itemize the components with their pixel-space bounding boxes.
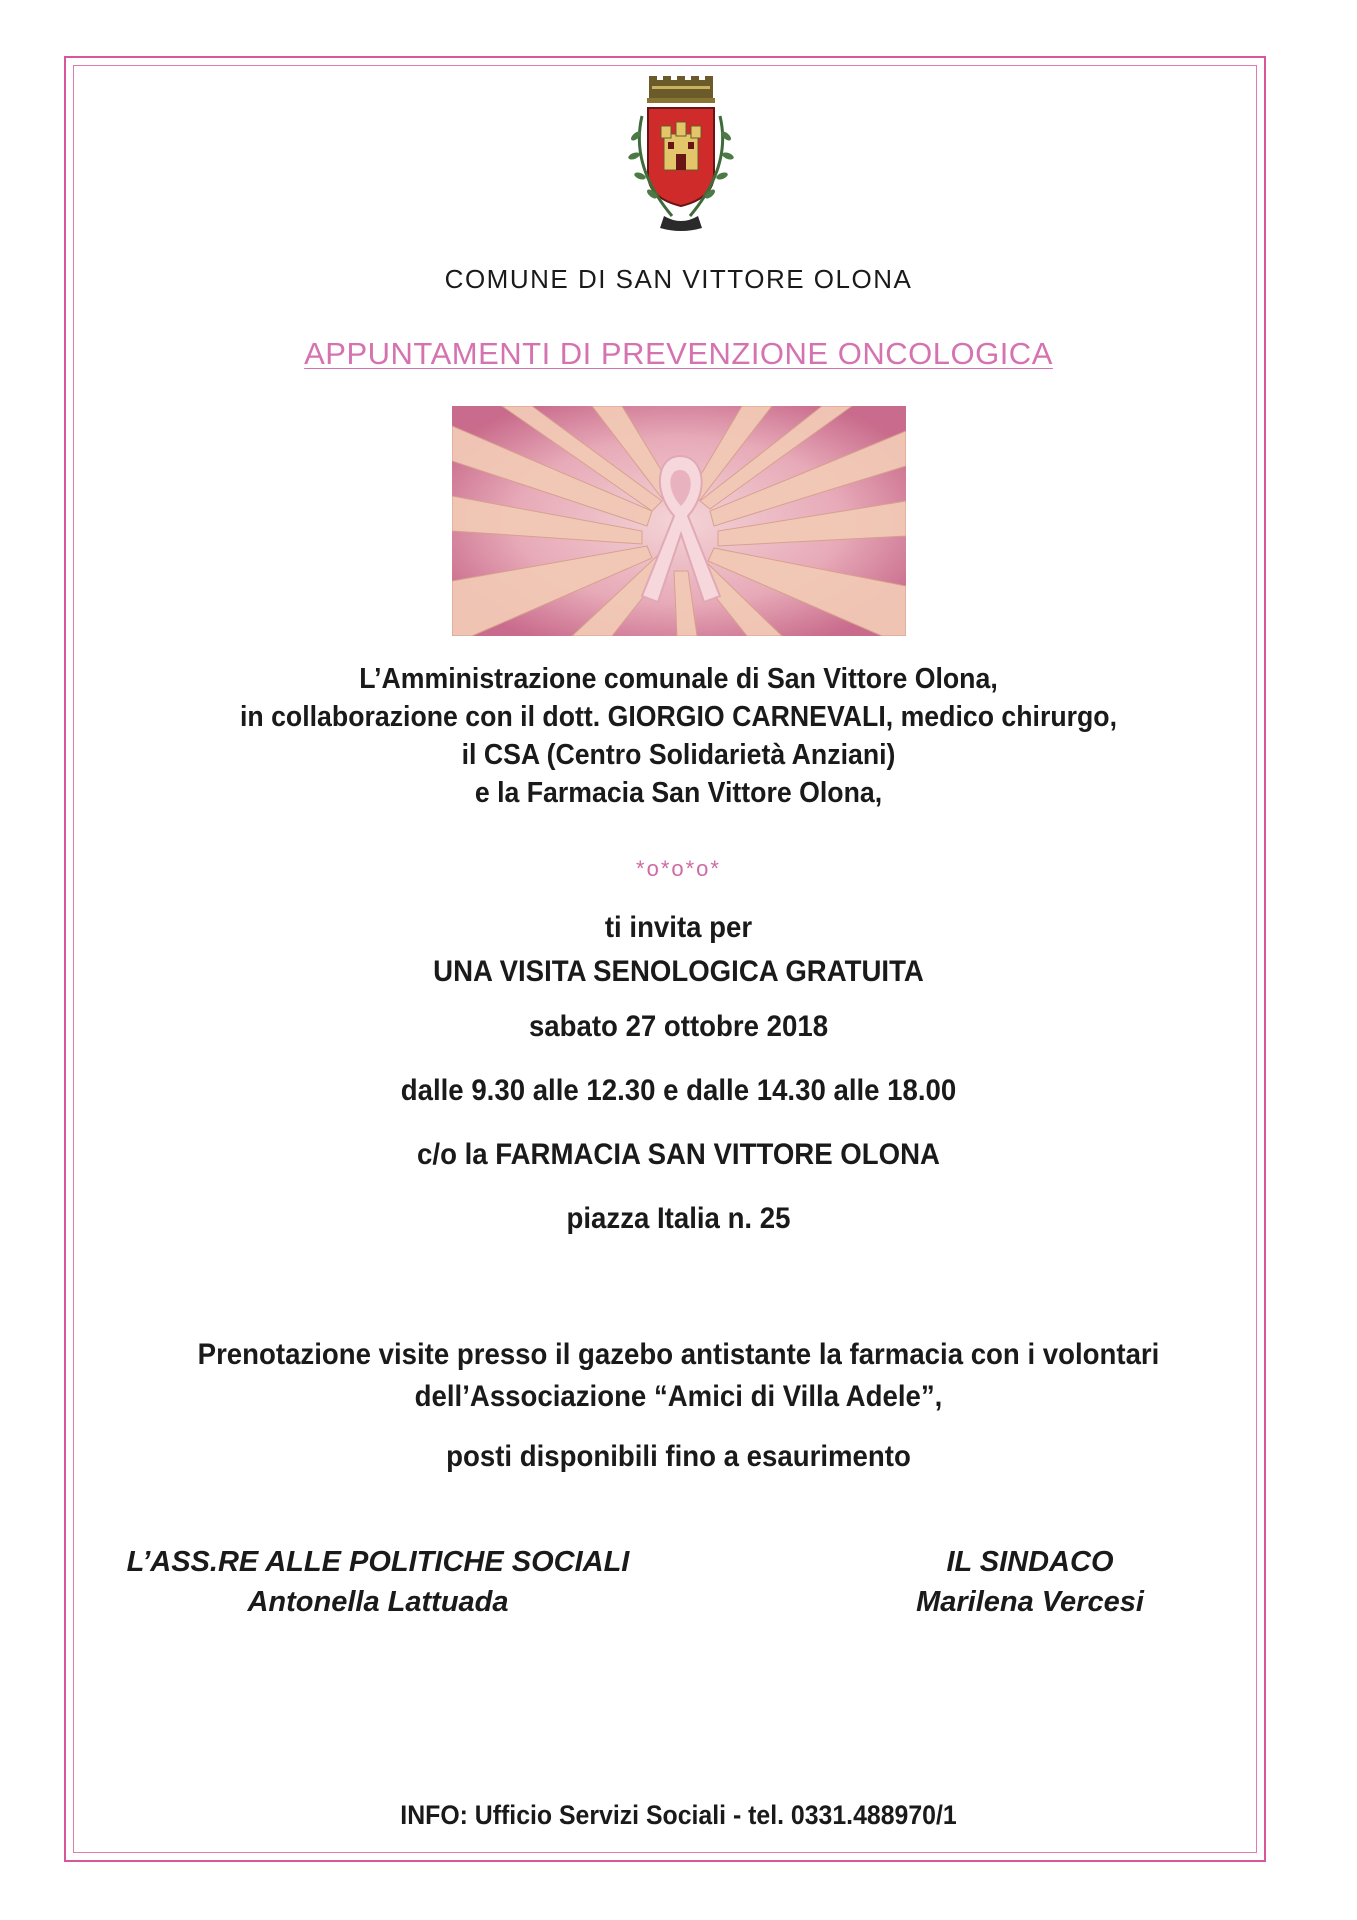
- decorative-separator: *o*o*o*: [636, 856, 721, 881]
- event-place: c/o la FARMACIA SAN VITTORE OLONA: [417, 1138, 940, 1171]
- intro-line-2: in collaborazione con il dott. GIORGIO CARNEVALI, medico chirurgo,: [239, 701, 1118, 733]
- booking-info: [54, 1334, 1302, 1418]
- signature-right-role: IL SINDACO: [946, 1546, 1114, 1578]
- event-title: UNA VISITA SENOLOGICA GRATUITA: [433, 955, 924, 988]
- page-title: APPUNTAMENTI DI PREVENZIONE ONCOLOGICA: [304, 336, 1053, 371]
- intro-line-3: il CSA (Centro Solidarietà Anziani): [461, 739, 896, 771]
- intro-line-1: L’Amministrazione comunale di San Vittore Olona,: [359, 663, 998, 695]
- event-date: sabato 27 ottobre 2018: [528, 1010, 829, 1043]
- signature-left-role: L’ASS.RE ALLE POLITICHE SOCIALI: [126, 1546, 630, 1578]
- seats-notice: posti disponibili fino a esaurimento: [446, 1440, 911, 1473]
- signature-right-name: Marilena Vercesi: [916, 1586, 1144, 1618]
- booking-line-1: Prenotazione visite presso il gazebo antistante la farmacia con i volontari: [197, 1338, 1160, 1371]
- footer-info: INFO: Ufficio Servizi Sociali - tel. 0331.488970/1: [400, 1800, 957, 1830]
- invitation-block: [54, 906, 1302, 994]
- booking-line-2: dell’Associazione “Amici di Villa Adele”,: [414, 1380, 943, 1413]
- invite-text: ti invita per: [604, 911, 753, 944]
- signature-left: [118, 1542, 638, 1622]
- event-address: piazza Italia n. 25: [566, 1202, 791, 1235]
- signature-right: [840, 1542, 1220, 1622]
- municipal-crest-icon: [612, 76, 750, 234]
- pink-ribbon-hands-photo: [452, 406, 906, 636]
- intro-line-4: e la Farmacia San Vittore Olona,: [474, 777, 883, 809]
- event-hours: dalle 9.30 alle 12.30 e dalle 14.30 alle 18.00: [400, 1074, 957, 1107]
- municipality-name: COMUNE DI SAN VITTORE OLONA: [444, 264, 913, 294]
- signature-left-name: Antonella Lattuada: [247, 1586, 509, 1618]
- intro-paragraph: [54, 660, 1302, 812]
